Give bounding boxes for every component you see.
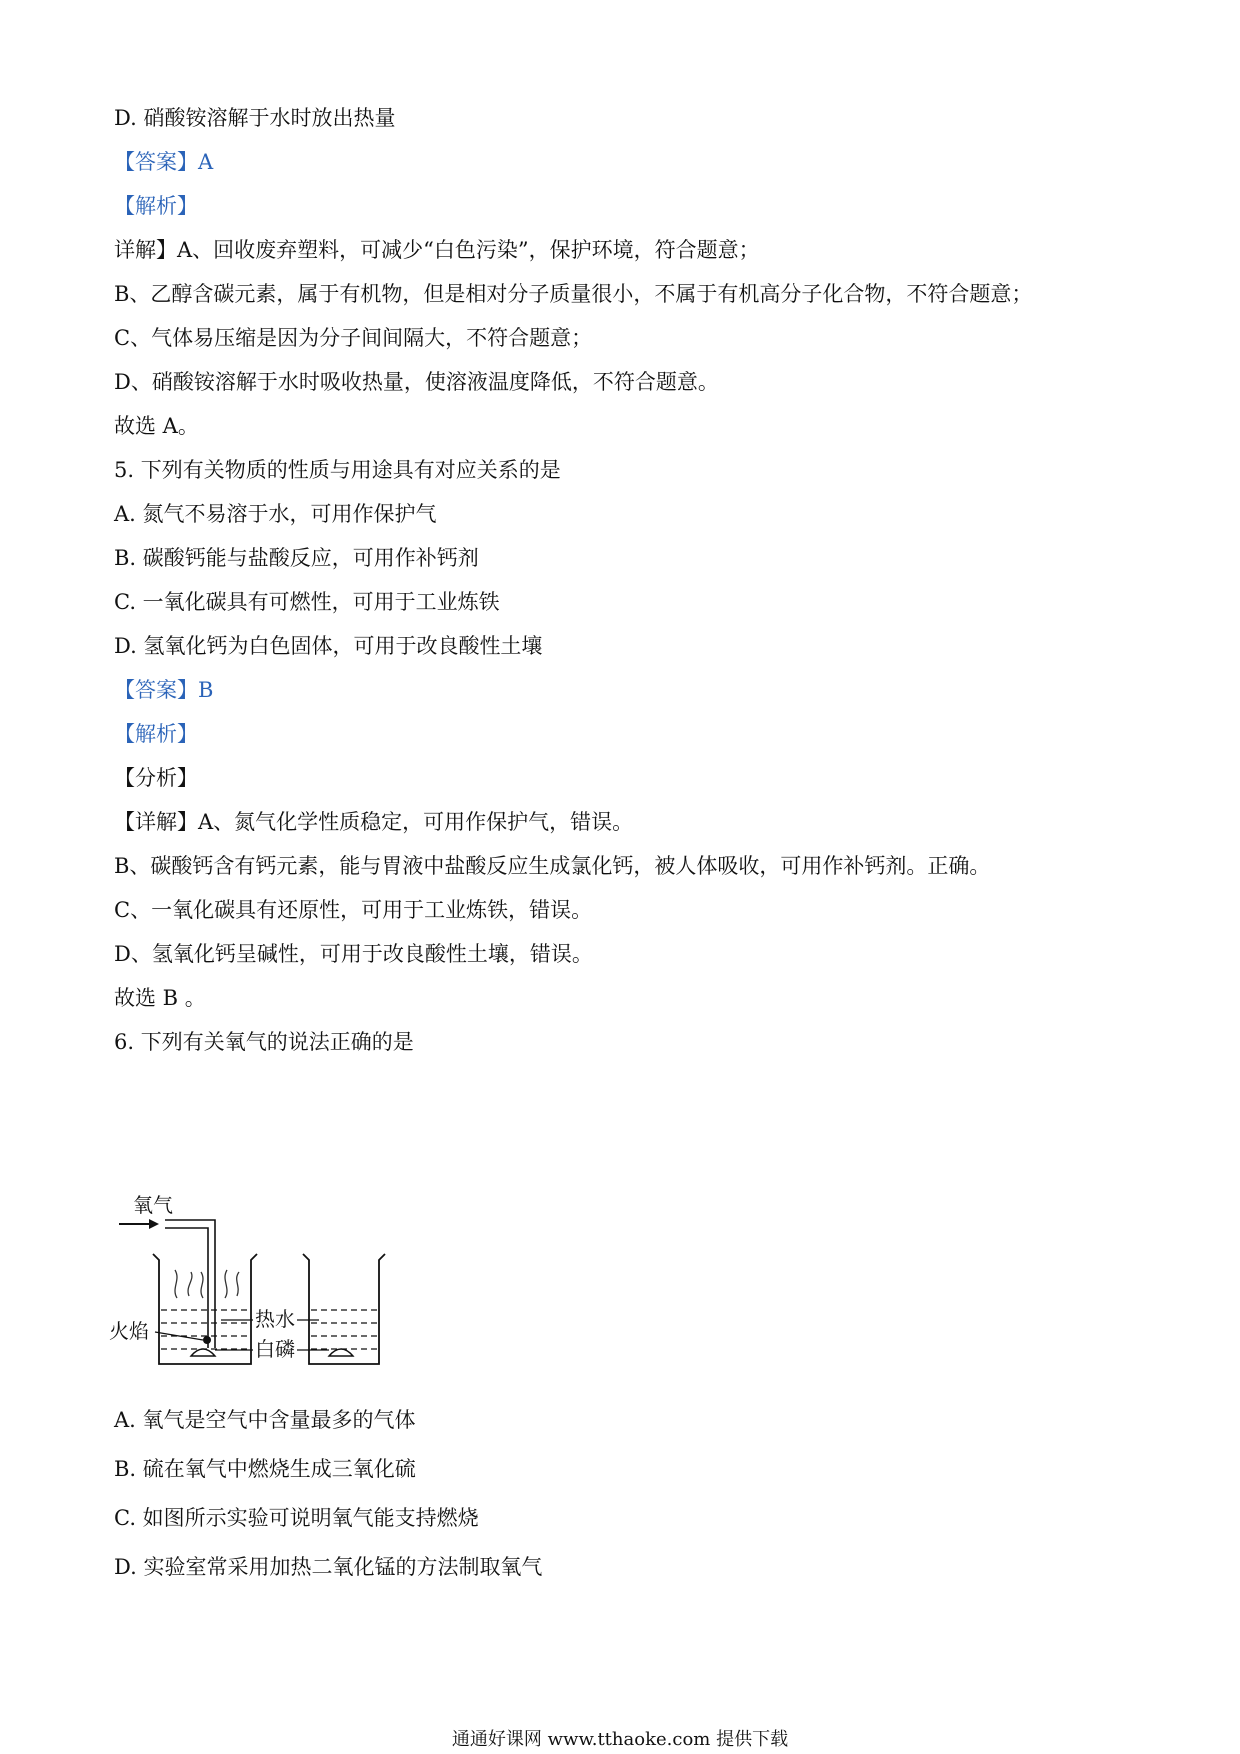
experiment-figure [109, 1188, 435, 1373]
oxygen-label: 氧气 [133, 1193, 173, 1217]
q5-option-b: B. 碳酸钙能与盐酸反应，可用作补钙剂 [114, 546, 479, 570]
q6-option-a: A. 氧气是空气中含量最多的气体 [114, 1408, 416, 1432]
q4-analysis-heading: 【解析】 [114, 194, 198, 218]
q4-explanation-c: C、气体易压缩是因为分子间间隔大，不符合题意； [114, 326, 593, 350]
q5-fenxi-heading: 【分析】 [114, 766, 198, 790]
beaker-diagram [109, 1188, 435, 1373]
q6-stem: 6. 下列有关氧气的说法正确的是 [114, 1030, 414, 1054]
q4-explanation-a: 详解】A、回收废弃塑料，可减少“白色污染”，保护环境，符合题意； [114, 238, 760, 262]
white-phosphorus-label: 白磷 [255, 1337, 295, 1361]
q5-option-a: A. 氮气不易溶于水，可用作保护气 [114, 502, 437, 526]
q5-explanation-c: C、一氧化碳具有还原性，可用于工业炼铁，错误。 [114, 898, 593, 922]
right-white-phosphorus [329, 1349, 353, 1356]
flame-label: 火焰 [109, 1319, 149, 1343]
right-hot-water [311, 1310, 377, 1349]
right-beaker [303, 1254, 385, 1364]
q6-option-c: C. 如图所示实验可说明氧气能支持燃烧 [114, 1506, 479, 1530]
q5-analysis-heading: 【解析】 [114, 722, 198, 746]
oxygen-arrow-icon [119, 1219, 159, 1229]
flame-icon [175, 1270, 239, 1298]
q5-stem: 5. 下列有关物质的性质与用途具有对应关系的是 [114, 458, 561, 482]
q4-conclusion: 故选 A。 [114, 414, 199, 438]
q4-explanation-d: D、硝酸铵溶解于水时吸收热量，使溶液温度降低，不符合题意。 [114, 370, 719, 394]
q5-explanation-a: 【详解】A、氮气化学性质稳定，可用作保护气，错误。 [114, 810, 634, 834]
q5-explanation-d: D、氢氧化钙呈碱性，可用于改良酸性土壤，错误。 [114, 942, 593, 966]
hot-water-label: 热水 [255, 1307, 295, 1331]
q5-explanation-b: B、碳酸钙含有钙元素，能与胃液中盐酸反应生成氯化钙，被人体吸收，可用作补钙剂。正确。 [114, 854, 991, 878]
page-footer: 通通好课网 www.tthaoke.com 提供下载 [451, 1729, 789, 1750]
q6-option-d: D. 实验室常采用加热二氧化锰的方法制取氧气 [114, 1555, 543, 1579]
q4-explanation-b: B、乙醇含碳元素，属于有机物，但是相对分子质量很小，不属于有机高分子化合物，不符合题意； [114, 282, 1033, 306]
q5-answer: 【答案】B [114, 678, 214, 702]
q5-option-c: C. 一氧化碳具有可燃性，可用于工业炼铁 [114, 590, 500, 614]
q5-conclusion: 故选 B 。 [114, 986, 206, 1010]
q4-option-d: D. 硝酸铵溶解于水时放出热量 [114, 106, 396, 130]
q6-option-b: B. 硫在氧气中燃烧生成三氧化硫 [114, 1457, 416, 1481]
q5-option-d: D. 氢氧化钙为白色固体，可用于改良酸性土壤 [114, 634, 543, 658]
q4-answer: 【答案】A [114, 150, 214, 174]
left-beaker [153, 1254, 257, 1364]
